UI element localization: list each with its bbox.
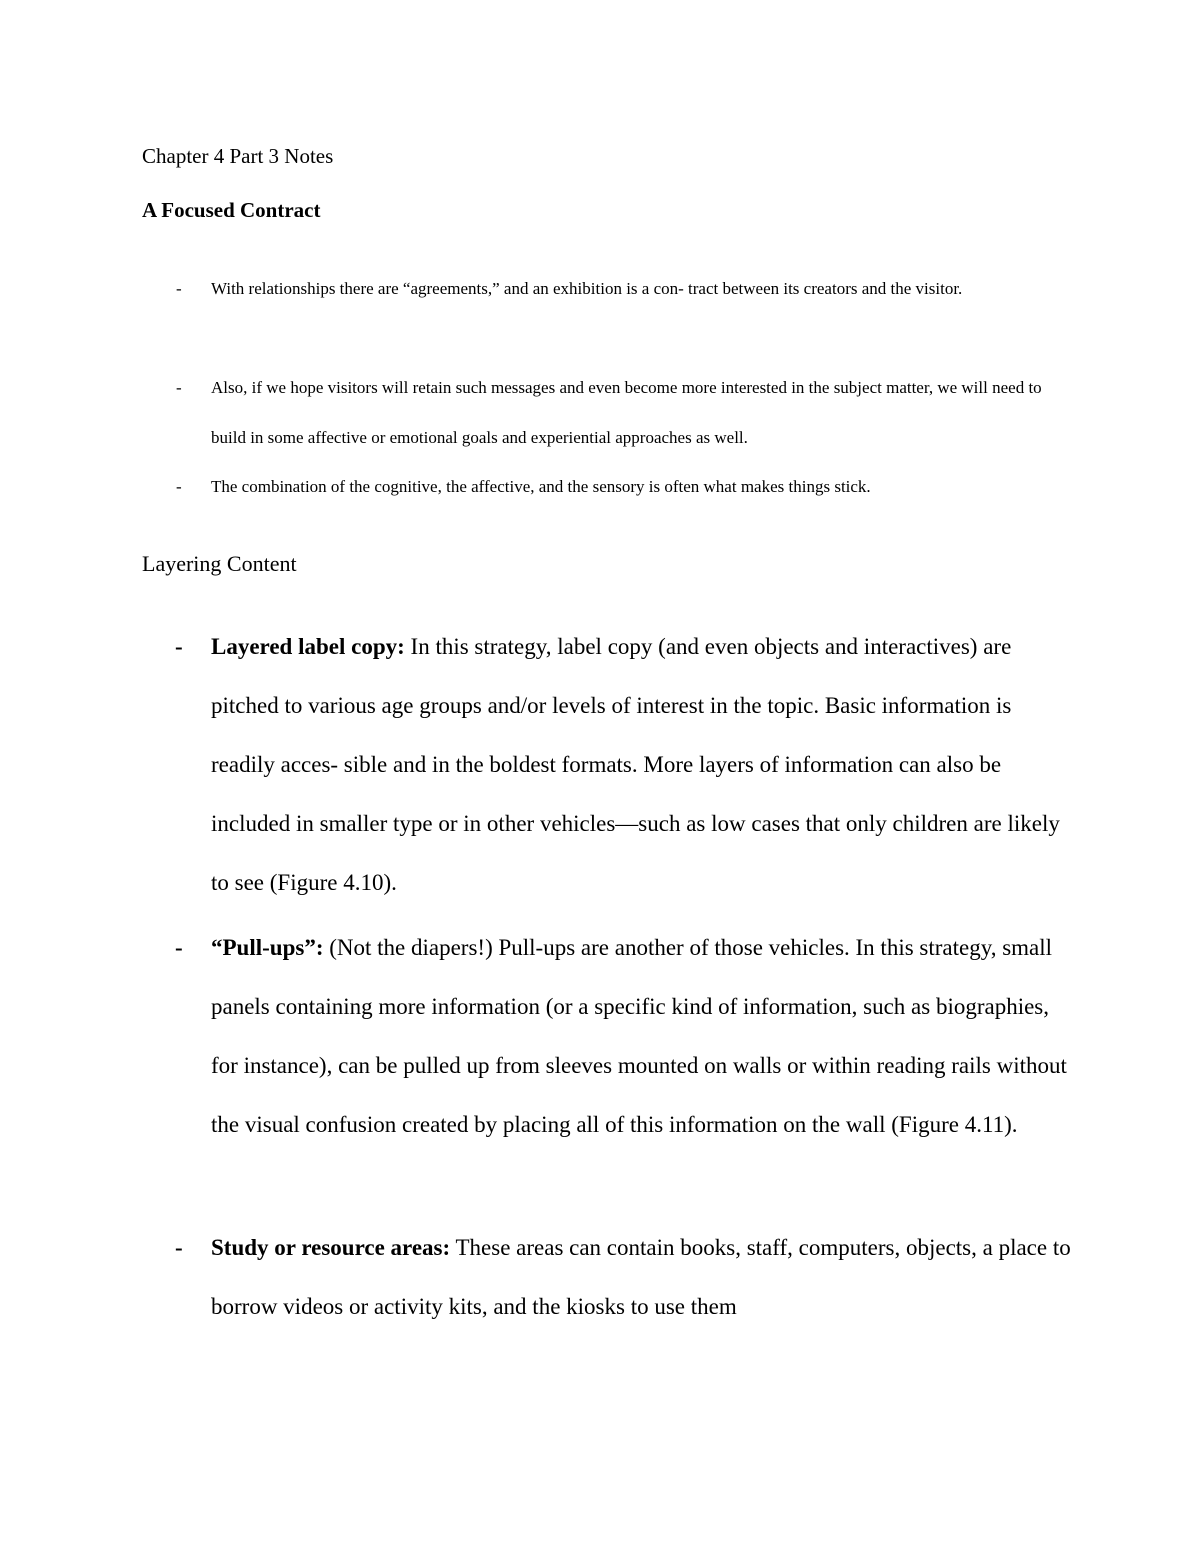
- section-heading-focused-contract: A Focused Contract: [142, 198, 321, 222]
- list-item-text: With relationships there are “agreements,” and an exhibition is a con- tract between its creators and the visitor.: [211, 279, 963, 298]
- list-item-body: (Not the diapers!) Pull-ups are another of those vehicles. In this strategy, small panels containing more information (or a specific kind of information, such as biographies, for instance), can be pulled up from sleeves mounted on walls or within reading rails without the visual confusion created by placing all of this information on the wall (Figure 4.11).: [211, 935, 1067, 1137]
- bullet-dash: -: [175, 935, 183, 960]
- bullet-dash: -: [176, 477, 182, 496]
- bullet-dash: -: [176, 279, 182, 298]
- list-item-term: Study or resource areas:: [211, 1235, 451, 1260]
- list-item-body: These areas can contain books, staff, computers, objects, a place to borrow videos or activity kits, and the kiosks to use them: [211, 1235, 1071, 1319]
- list-item-term: Layered label copy:: [211, 634, 405, 659]
- list-item-text: [211, 918, 1071, 1154]
- bullet-dash: -: [175, 1235, 183, 1260]
- list-item-body: In this strategy, label copy (and even objects and interactives) are pitched to various age groups and/or levels of interest in the topic. Basic information is readily acces- sible and in the boldest formats. More layers of information can also be included in smaller type or in other vehicles—such as low cases that only children are likely to see (Figure 4.10).: [211, 634, 1060, 895]
- list-item-text: [211, 617, 1071, 912]
- page-title: Chapter 4 Part 3 Notes: [142, 144, 334, 168]
- bullet-dash: -: [175, 634, 183, 659]
- list-item-text: The combination of the cognitive, the affective, and the sensory is often what makes things stick.: [211, 477, 871, 496]
- list-item-text: [211, 1218, 1071, 1336]
- list-item-term: “Pull-ups”:: [211, 935, 324, 960]
- list-item-text: Also, if we hope visitors will retain such messages and even become more interested in the subject matter, we will need to build in some affective or emotional goals and experiential approaches as well.: [211, 378, 1042, 447]
- section-heading-layering-content: Layering Content: [142, 551, 297, 576]
- bullet-dash: -: [176, 378, 182, 397]
